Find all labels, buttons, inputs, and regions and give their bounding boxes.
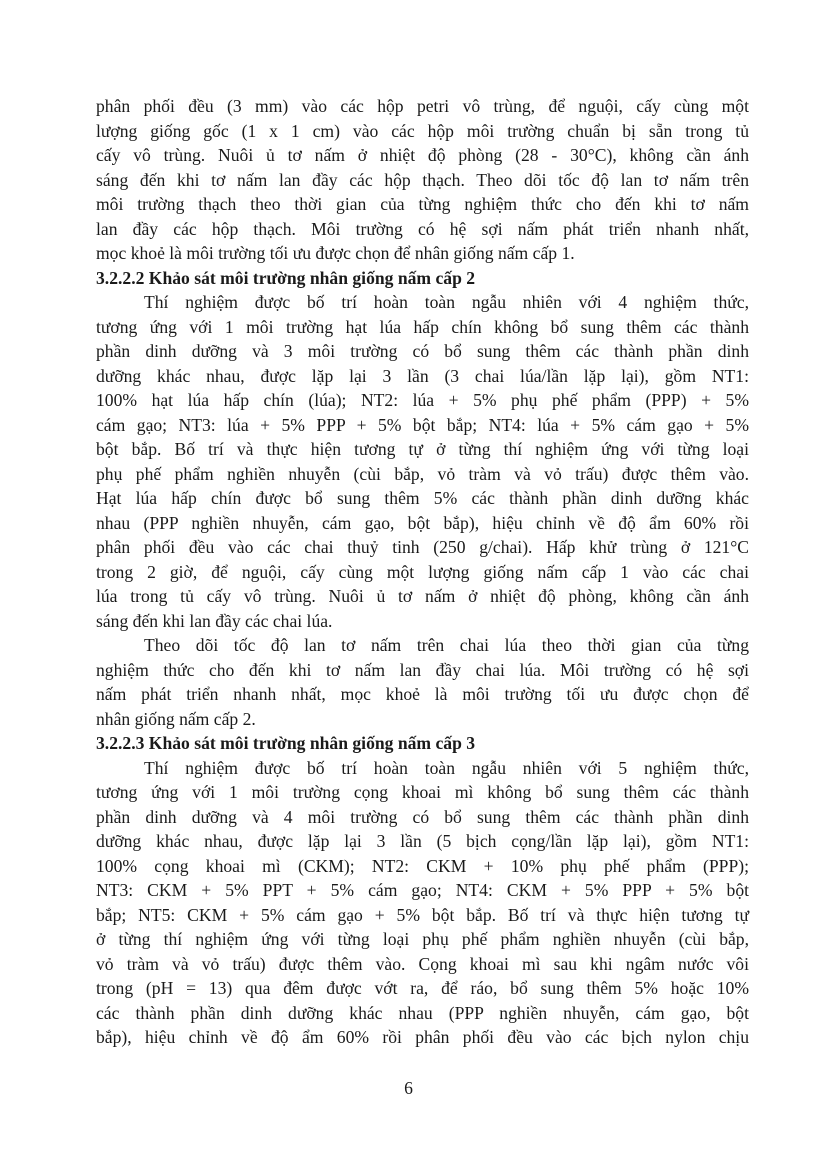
text-line: 100% hạt lúa hấp chín (lúa); NT2: lúa + 5% phụ phế phẩm (PPP) + 5% — [96, 390, 749, 410]
text-line: nhân giống nấm cấp 2. — [96, 708, 256, 729]
text-line: Theo dõi tốc độ lan tơ nấm trên chai lúa theo thời gian của từng — [144, 635, 749, 655]
text-line: phần dinh dưỡng và 3 môi trường có bổ sung thêm các thành phần dinh — [96, 341, 749, 361]
text-line: cám gạo; NT3: lúa + 5% PPP + 5% bột bắp; NT4: lúa + 5% cám gạo + 5% — [96, 414, 749, 435]
text-line: sáng đến khi tơ nấm lan đầy các hộp thạch. Theo dõi tốc độ lan tơ nấm trên — [96, 169, 749, 190]
text-line: bắp; NT5: CKM + 5% cám gạo + 5% bột bắp. Bố trí và thực hiện tương tự — [96, 904, 749, 925]
text-line: tương ứng với 1 môi trường hạt lúa hấp chín không bổ sung thêm các thành — [96, 316, 749, 337]
text-line: phân phối đều (3 mm) vào các hộp petri vô trùng, để nguội, cấy cùng một — [96, 96, 749, 116]
text-line: dưỡng khác nhau, được lặp lại 3 lần (3 chai lúa/lần lặp lại), gồm NT1: — [96, 365, 749, 386]
section-heading-3-2-2-3: 3.2.2.3 Khảo sát môi trường nhân giống nấm cấp 3 — [96, 733, 476, 753]
text-line: NT3: CKM + 5% PPT + 5% cám gạo; NT4: CKM + 5% PPP + 5% bột — [96, 880, 749, 900]
text-line: vỏ tràm và vỏ trấu) được thêm vào. Cọng khoai mì sau khi ngâm nước vôi — [96, 953, 749, 974]
text-line: lượng giống gốc (1 x 1 cm) vào các hộp môi trường chuẩn bị sẵn trong tủ — [96, 120, 749, 141]
text-line: ở từng thí nghiệm ứng với từng loại phụ phế phẩm nghiền nhuyễn (cùi bắp, — [96, 929, 749, 949]
text-line: môi trường thạch theo thời gian của từng nghiệm thức cho đến khi tơ nấm — [96, 194, 749, 214]
text-line: bột bắp. Bố trí và thực hiện tương tự ở từng thí nghiệm ứng với từng loại — [96, 439, 749, 459]
text-line: bắp), hiệu chỉnh về độ ẩm 60% rồi phân phối đều vào các bịch nylon chịu — [96, 1027, 749, 1047]
paragraph-continuation — [96, 94, 749, 266]
section-heading-3-2-2-2: 3.2.2.2 Khảo sát môi trường nhân giống nấm cấp 2 — [96, 267, 476, 288]
text-line: Thí nghiệm được bố trí hoàn toàn ngẫu nhiên với 4 nghiệm thức, — [144, 292, 749, 312]
text-line: phần dinh dưỡng và 4 môi trường có bổ sung thêm các thành phần dinh — [96, 806, 749, 827]
page-number: 6 — [404, 1078, 413, 1098]
text-line: dưỡng khác nhau, được lặp lại 3 lần (5 bịch cọng/lần lặp lại), gồm NT1: — [96, 831, 749, 851]
text-line: trong 2 giờ, để nguội, cấy cùng một lượng giống nấm cấp 1 vào các chai — [96, 561, 749, 582]
text-line: lan đầy các hộp thạch. Môi trường có hệ sợi nấm phát triển nhanh nhất, — [96, 218, 749, 239]
text-line: tương ứng với 1 môi trường cọng khoai mì không bổ sung thêm các thành — [96, 782, 749, 802]
text-line: các thành phần dinh dưỡng khác nhau (PPP nghiền nhuyễn, cám gạo, bột — [96, 1002, 749, 1023]
text-line: mọc khoẻ là môi trường tối ưu được chọn để nhân giống nấm cấp 1. — [96, 243, 575, 263]
paragraph-cap2-setup — [96, 290, 749, 633]
text-line: cấy vô trùng. Nuôi ủ tơ nấm ở nhiệt độ phòng (28 - 30°C), không cần ánh — [96, 145, 749, 165]
text-line: trong (pH = 13) qua đêm được vớt ra, để ráo, bổ sung thêm 5% hoặc 10% — [96, 978, 749, 998]
text-line: Thí nghiệm được bố trí hoàn toàn ngẫu nhiên với 5 nghiệm thức, — [144, 757, 749, 778]
text-line: 100% cọng khoai mì (CKM); NT2: CKM + 10% phụ phế phẩm (PPP); — [96, 855, 749, 876]
text-line: nhau (PPP nghiền nhuyễn, cám gạo, bột bắp), hiệu chỉnh về độ ẩm 60% rồi — [96, 512, 749, 533]
page-body — [96, 94, 749, 1050]
text-line: nấm phát triển nhanh nhất, mọc khoẻ là môi trường tối ưu được chọn để — [96, 684, 749, 704]
text-line: phụ phế phẩm nghiền nhuyễn (cùi bắp, vỏ tràm và vỏ trấu) được thêm vào. — [96, 463, 749, 484]
text-line: lúa trong tủ cấy vô trùng. Nuôi ủ tơ nấm ở nhiệt độ phòng, không cần ánh — [96, 586, 749, 606]
text-line: sáng đến khi lan đầy các chai lúa. — [96, 610, 333, 631]
text-line: Hạt lúa hấp chín được bổ sung thêm 5% các thành phần dinh dưỡng khác — [96, 488, 749, 508]
paragraph-cap3-setup — [96, 756, 749, 1050]
text-line: nghiệm thức cho đến khi tơ nấm lan đầy chai lúa. Môi trường có hệ sợi — [96, 659, 749, 680]
text-line: phân phối đều vào các chai thuỷ tinh (250 g/chai). Hấp khử trùng ở 121°C — [96, 537, 749, 557]
paragraph-cap2-monitoring — [96, 633, 749, 731]
